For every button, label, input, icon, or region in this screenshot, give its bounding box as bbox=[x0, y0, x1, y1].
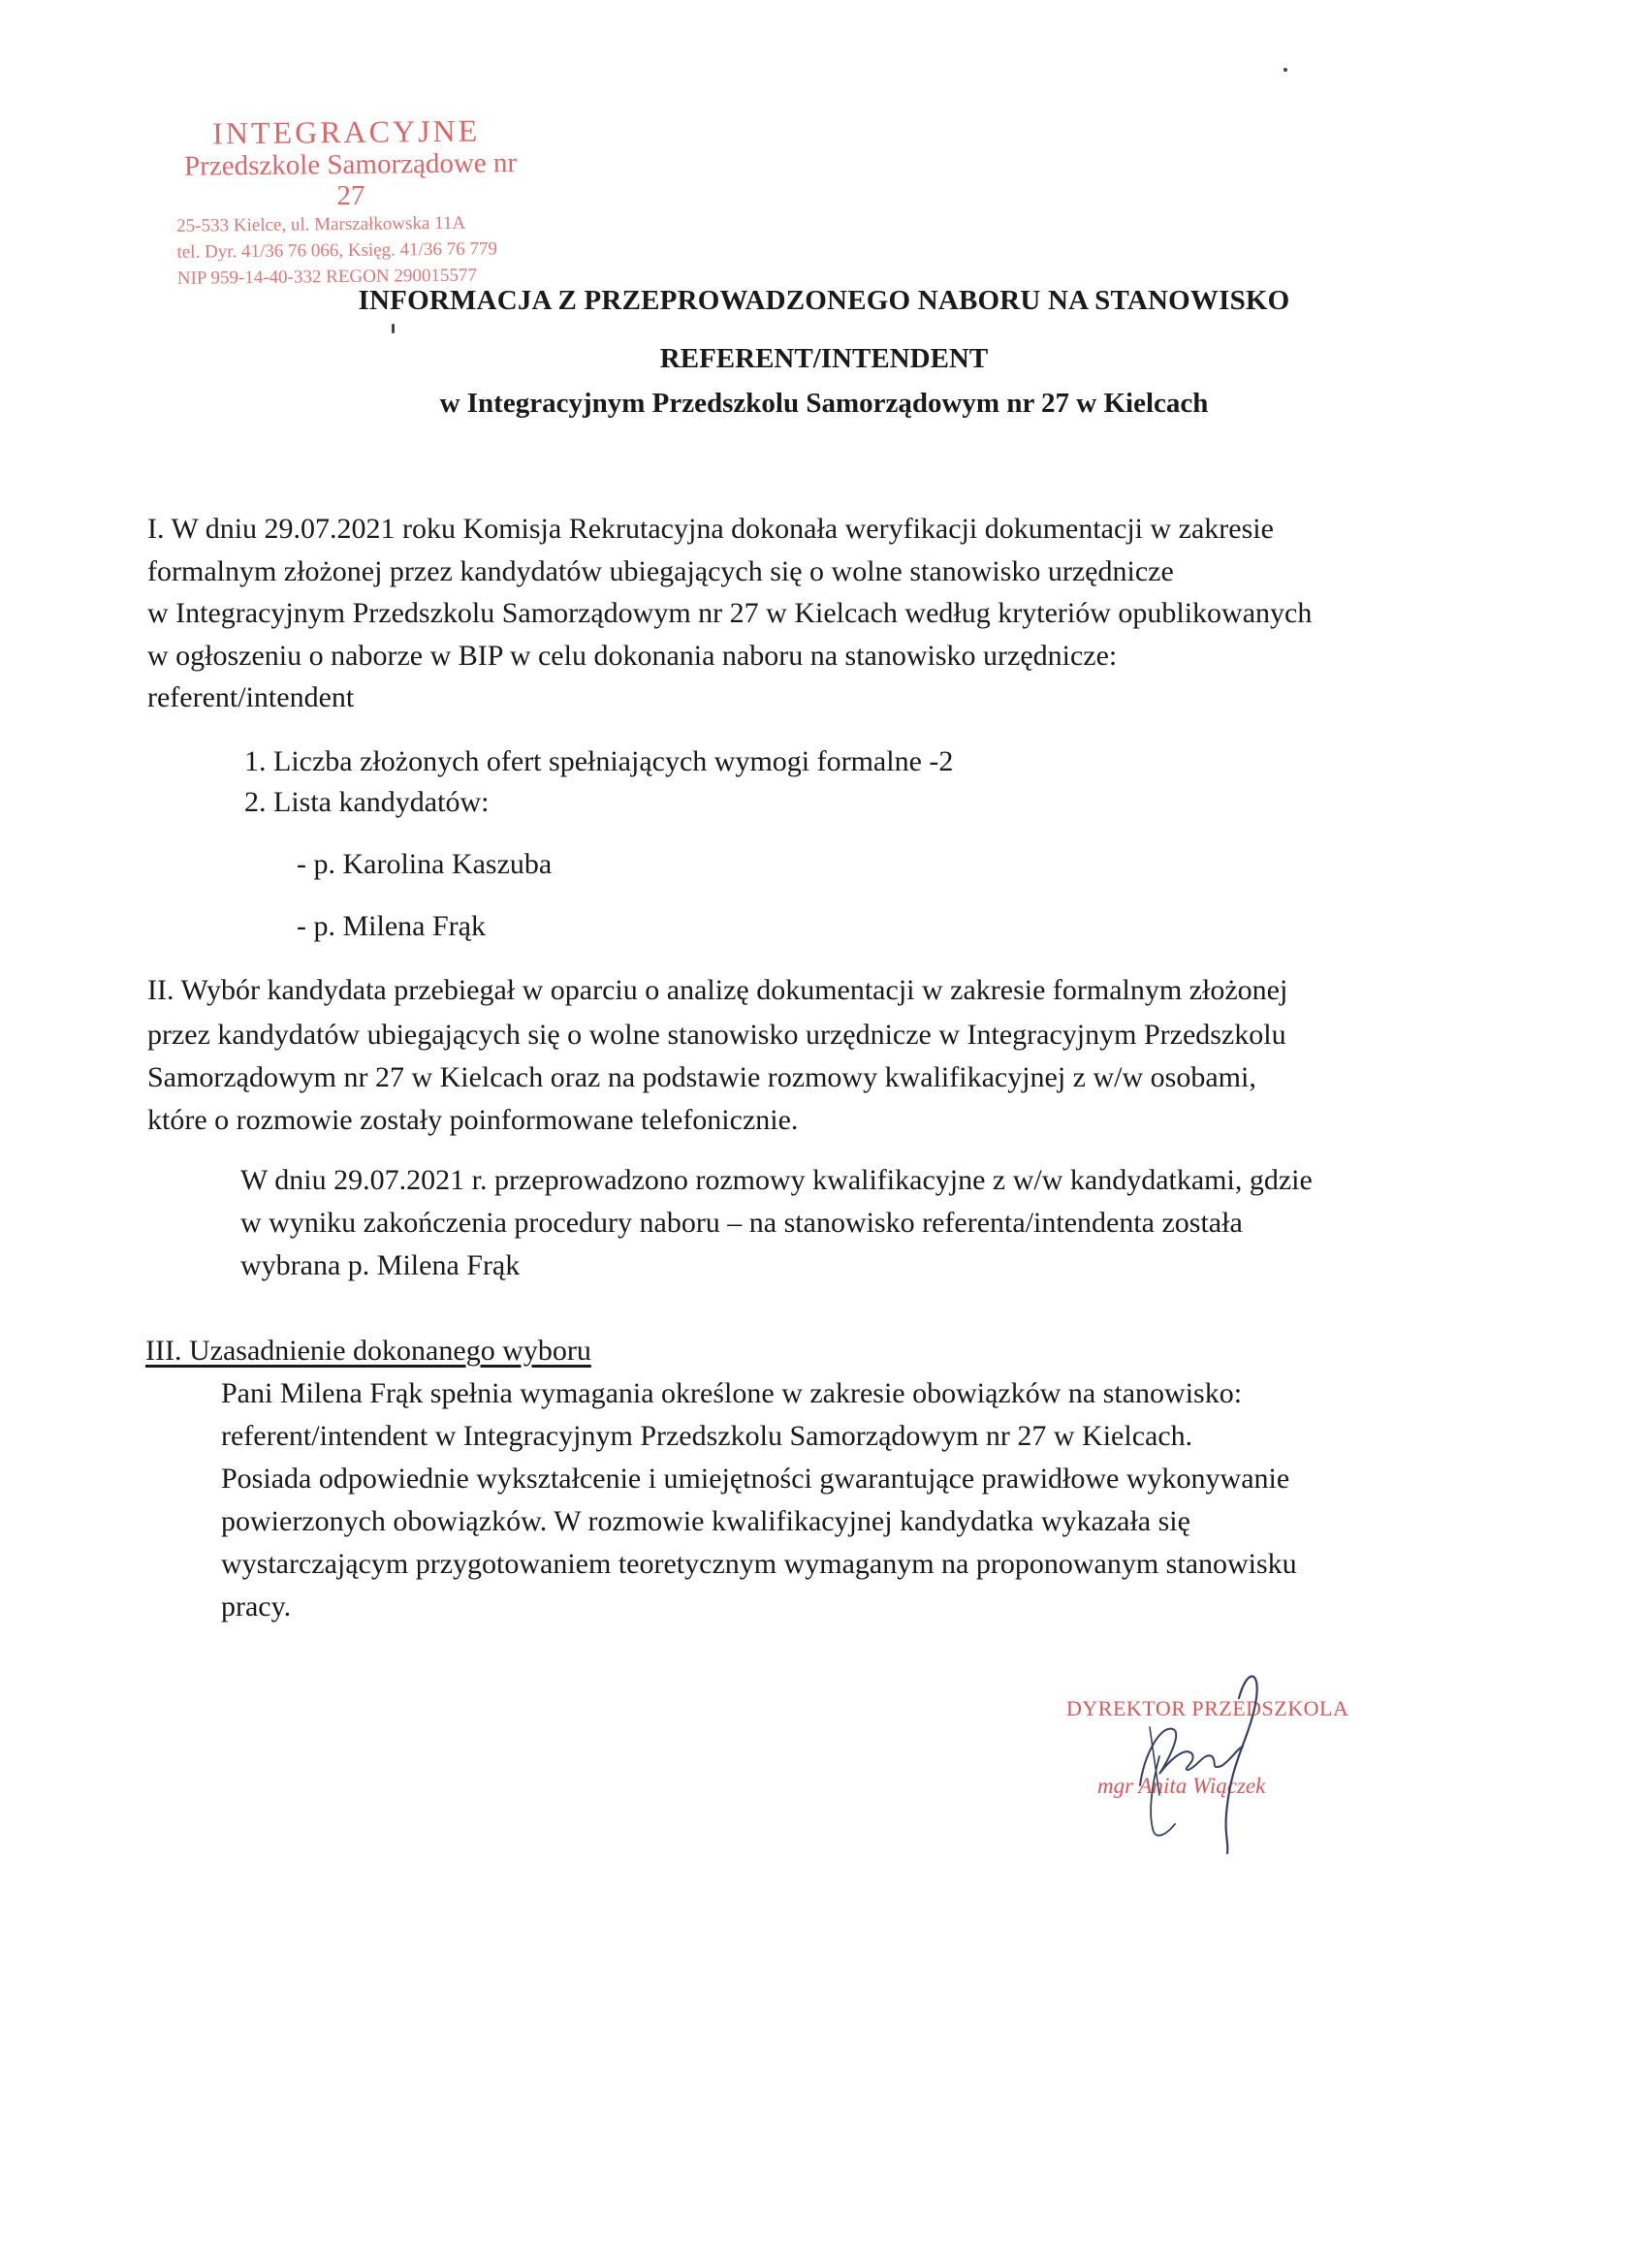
offers-count-item: 1. Liczba złożonych ofert spełniających wymogi formalne -2 bbox=[244, 745, 954, 777]
stamp-line-2: Przedszkole Samorządowe nr 27 bbox=[183, 147, 518, 212]
stamp-line-1: INTEGRACYJNE bbox=[212, 112, 481, 151]
section2-line: Samorządowym nr 27 w Kielcach oraz na podstawie rozmowy kwalifikacyjnej z w/w osobami, bbox=[147, 1061, 1256, 1093]
section3-line: powierzonych obowiązków. W rozmowie kwalifikacyjnej kandydatka wykazała się bbox=[221, 1505, 1190, 1537]
candidate-item: - p. Milena Frąk bbox=[297, 910, 486, 942]
director-name: mgr Anita Wiączek bbox=[1097, 1774, 1266, 1798]
handwritten-signature bbox=[1066, 1669, 1357, 1863]
position-title: REFERENT/INTENDENT bbox=[659, 343, 989, 374]
section2-sub-line: wybrana p. Milena Frąk bbox=[240, 1249, 521, 1281]
section1-line: I. W dniu 29.07.2021 roku Komisja Rekrutacyjna dokonała weryfikacji dokumentacji w zakresie bbox=[147, 513, 1274, 545]
document-title: INFORMACJA Z PRZEPROWADZONEGO NABORU NA STANOWISKO bbox=[358, 285, 1290, 316]
section3-heading: III. Uzasadnienie dokonanego wyboru bbox=[145, 1335, 591, 1367]
institution-stamp bbox=[162, 112, 532, 292]
section3-line: Pani Milena Frąk spełnia wymagania określone w zakresie obowiązków na stanowisko: bbox=[221, 1377, 1243, 1409]
section1-line: formalnym złożonej przez kandydatów ubiegających się o wolne stanowisko urzędnicze bbox=[147, 555, 1174, 587]
section3-line: wystarczającym przygotowaniem teoretycznym wymaganym na proponowanym stanowisku bbox=[221, 1548, 1297, 1580]
section3-line: pracy. bbox=[221, 1591, 292, 1622]
section3-line: referent/intendent w Integracyjnym Przedszkolu Samorządowym nr 27 w Kielcach. bbox=[221, 1420, 1193, 1452]
stamp-line-4: tel. Dyr. 41/36 76 066, Księg. 41/36 76 779 bbox=[176, 238, 498, 263]
section1-line: w Integracyjnym Przedszkolu Samorządowym nr 27 w Kielcach według kryteriów opublikowanych bbox=[147, 597, 1313, 629]
section1-line: referent/intendent bbox=[147, 681, 355, 713]
scan-speck bbox=[1284, 68, 1287, 72]
section1-line: w ogłoszeniu o naborze w BIP w celu dokonania naboru na stanowisko urzędnicze: bbox=[147, 640, 1118, 672]
director-title: DYREKTOR PRZEDSZKOLA bbox=[1066, 1696, 1349, 1720]
institution-title: w Integracyjnym Przedszkolu Samorządowym nr 27 w Kielcach bbox=[439, 388, 1209, 419]
signature-block bbox=[1066, 1669, 1357, 1863]
section3-line: Posiada odpowiednie wykształcenie i umiejętności gwarantujące prawidłowe wykonywanie bbox=[221, 1463, 1290, 1495]
section2-line: II. Wybór kandydata przebiegał w oparciu o analizę dokumentacji w zakresie formalnym złożonej bbox=[147, 974, 1288, 1006]
section2-sub-line: w wyniku zakończenia procedury naboru – na stanowisko referenta/intendenta została bbox=[240, 1207, 1243, 1239]
section2-line: przez kandydatów ubiegających się o wolne stanowisko urzędnicze w Integracyjnym Przedszkolu bbox=[147, 1019, 1286, 1051]
stamp-line-3: 25-533 Kielce, ul. Marszałkowska 11A bbox=[176, 212, 466, 236]
section2-sub-line: W dniu 29.07.2021 r. przeprowadzono rozmowy kwalifikacyjne z w/w kandydatkami, gdzie bbox=[240, 1164, 1313, 1196]
stamp-line-5: NIP 959-14-40-332 REGON 290015577 bbox=[176, 265, 478, 289]
candidate-item: - p. Karolina Kaszuba bbox=[297, 848, 553, 880]
candidate-list-item: 2. Lista kandydatów: bbox=[244, 786, 490, 818]
section2-line: które o rozmowie zostały poinformowane telefonicznie. bbox=[147, 1104, 799, 1136]
scan-speck bbox=[392, 324, 395, 333]
